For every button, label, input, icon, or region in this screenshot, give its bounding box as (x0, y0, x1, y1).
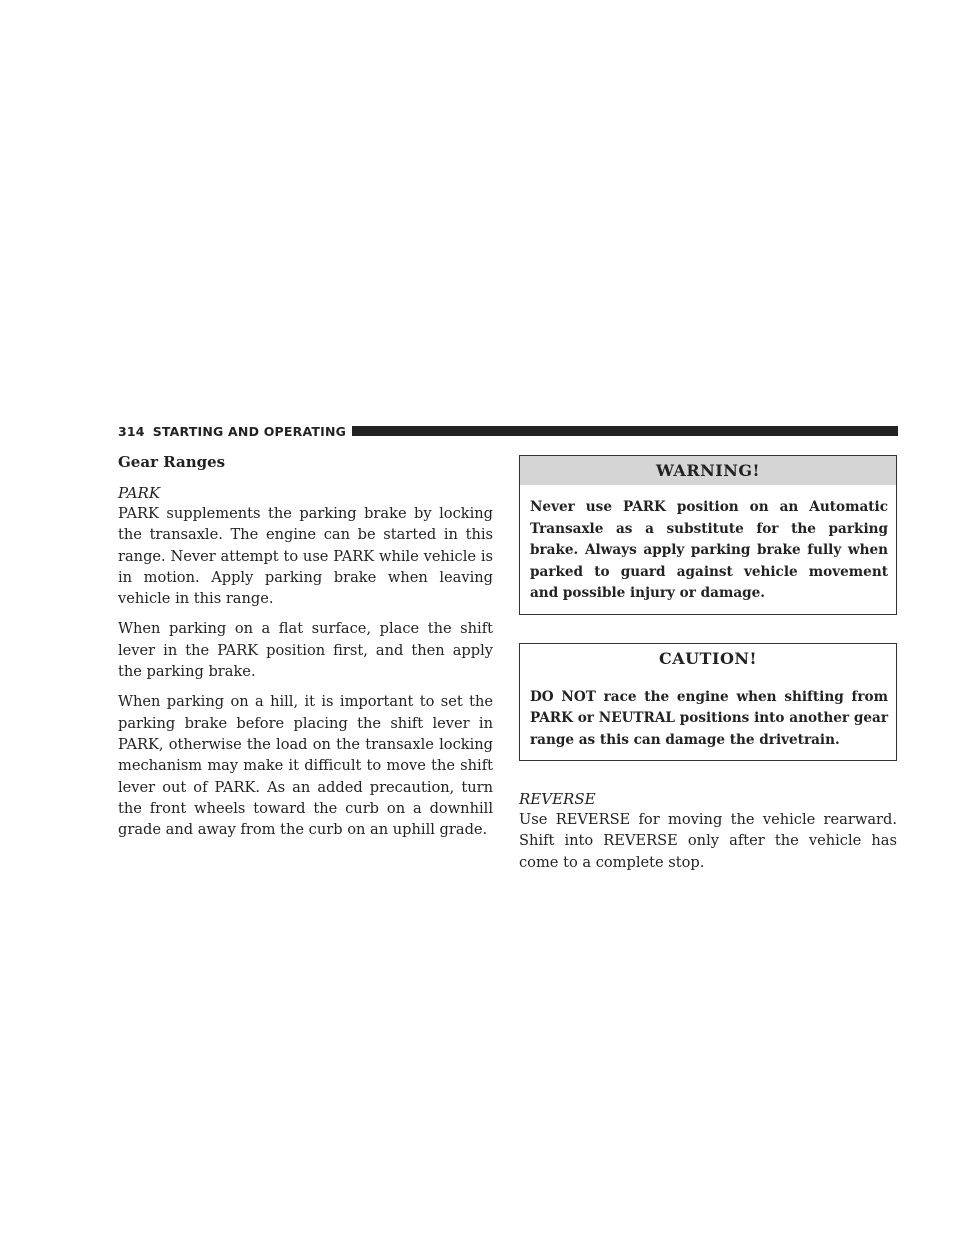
left-column (118, 452, 493, 849)
page-header (118, 421, 898, 441)
caution-text: DO NOT race the engine when shifting from PARK or NEUTRAL positions into another gear range as this can damage the drivetrain. (530, 688, 888, 748)
reverse-subheading: REVERSE (519, 790, 596, 808)
warning-title: WARNING! (520, 456, 896, 485)
right-column (519, 455, 897, 882)
park-paragraph-1: PARK supplements the parking brake by locking the transaxle. The engine can be started in this range. Never attempt to use PARK while vehicle is in motion. Apply parking brake when leaving vehicle in this range. (118, 505, 493, 608)
park-paragraph-3: When parking on a hill, it is important to set the parking brake before placing the shift lever in PARK, otherwise the load on the transaxle locking mechanism may make it difficult to move the shift lever out of PARK. As an added precaution, turn the front wheels toward the curb on a downhill grade and away from the curb on an uphill grade. (118, 693, 493, 839)
reverse-paragraph: Use REVERSE for moving the vehicle rearward. Shift into REVERSE only after the vehicle has come to a complete stop. (519, 811, 897, 871)
section-title: STARTING AND OPERATING (152, 423, 347, 439)
warning-box (519, 455, 897, 615)
caution-box (519, 643, 897, 762)
header-rule (352, 426, 898, 436)
park-subheading: PARK (118, 484, 161, 502)
park-paragraph-2: When parking on a flat surface, place the shift lever in the PARK position first, and then apply the parking brake. (118, 620, 493, 681)
gear-ranges-heading: Gear Ranges (118, 453, 226, 471)
caution-title: CAUTION! (658, 648, 758, 668)
warning-text: Never use PARK position on an Automatic Transaxle as a substitute for the parking brake. Always apply parking brake fully when parked to guard against vehicle movement and possible injury or damage. (530, 499, 888, 601)
page-number: 314 (118, 423, 145, 439)
